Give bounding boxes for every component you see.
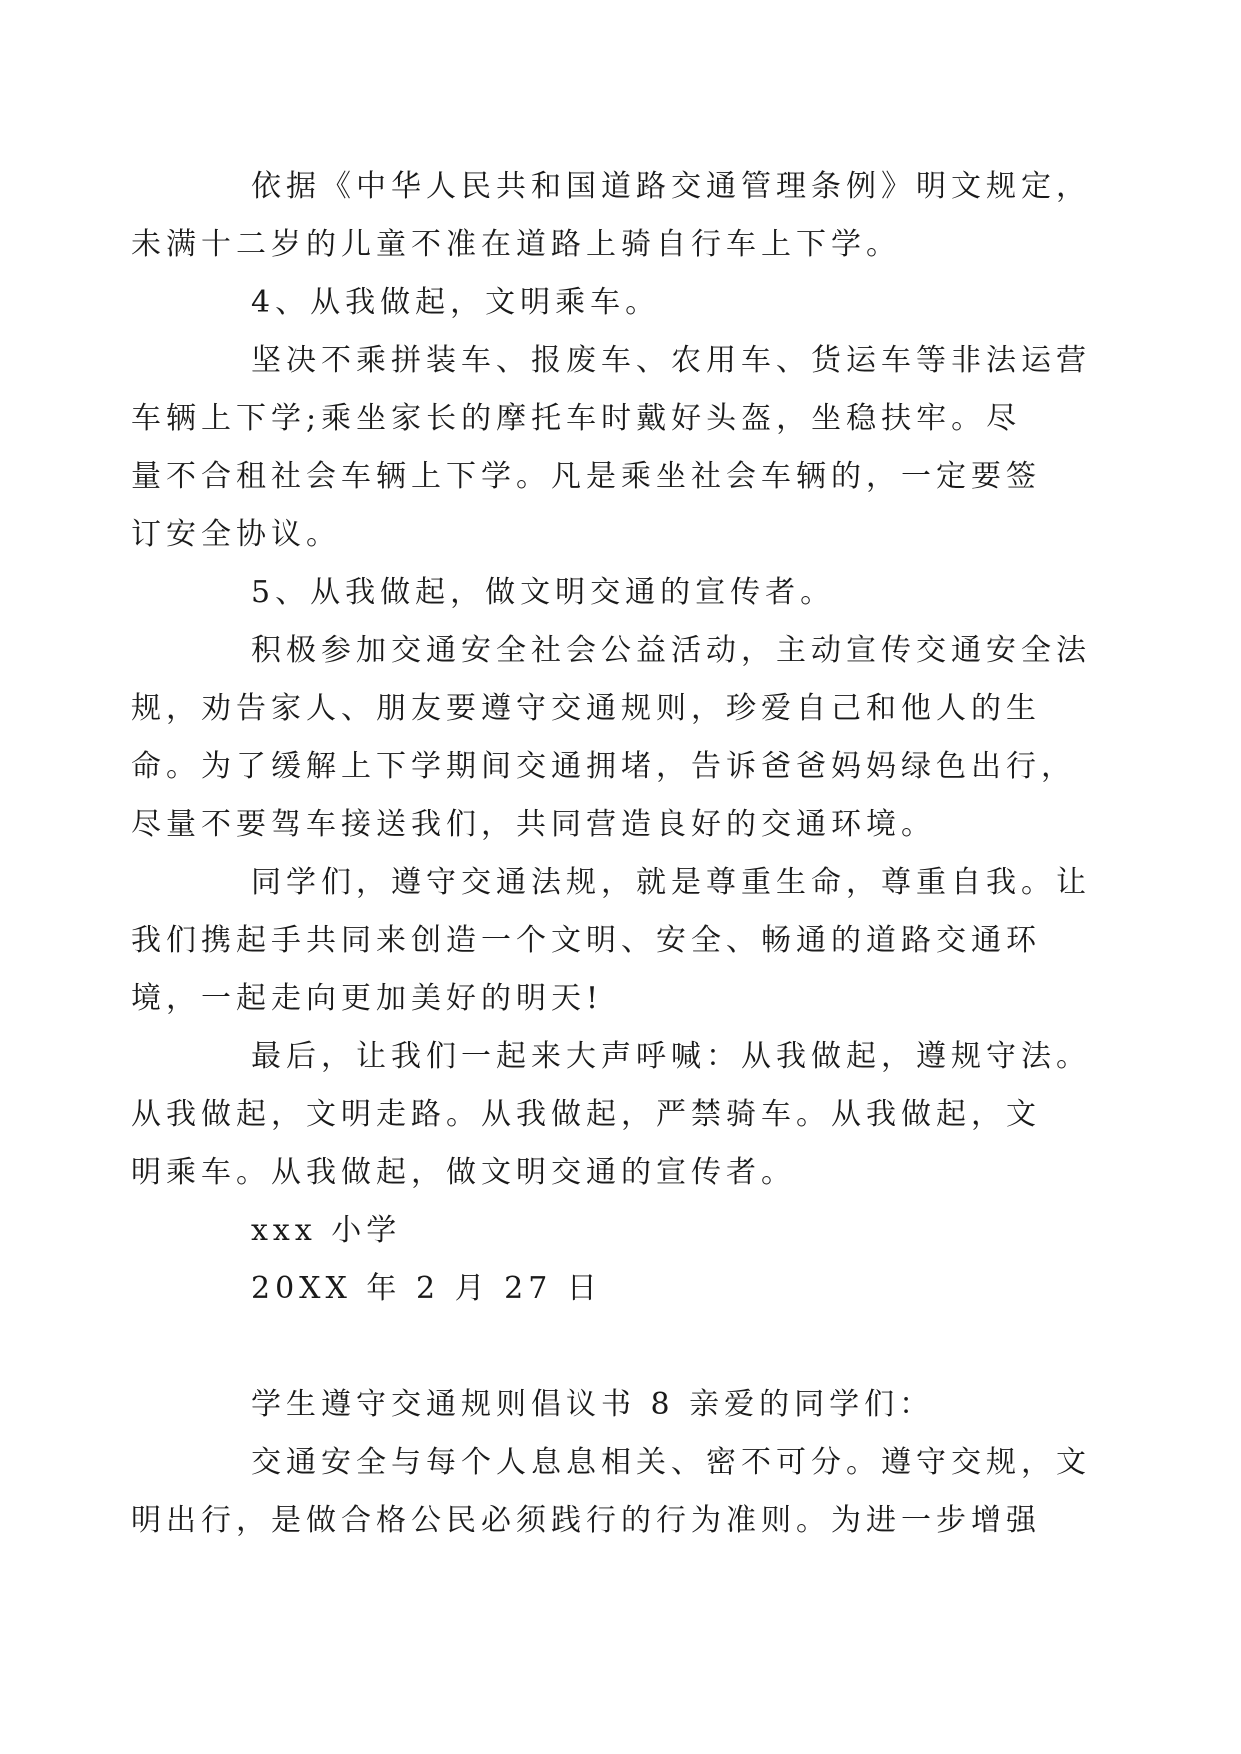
paragraph-line: 4、从我做起，文明乘车。 [251, 285, 661, 320]
signature-school [191, 1202, 1071, 1260]
document-page [131, 158, 1091, 1550]
section-gap [191, 1318, 1071, 1376]
paragraph-line: 积极参加交通安全社会公益活动，主动宣传交通安全法 [251, 633, 1091, 668]
paragraph-line: 我们携起手共同来创造一个文明、安全、畅通的道路交通环 [131, 923, 1041, 958]
paragraph-line: 明出行，是做合格公民必须践行的行为准则。为进一步增强 [131, 1503, 1041, 1538]
paragraph-line: 从我做起，文明走路。从我做起，严禁骑车。从我做起，文 [131, 1097, 1041, 1132]
paragraph-classmates [131, 854, 1091, 1028]
paragraph-promote [131, 622, 1091, 854]
paragraph-slogan [131, 1028, 1091, 1202]
paragraph-line: 依据《中华人民共和国道路交通管理条例》明文规定， [251, 169, 1091, 204]
paragraph-line: 20XX 年 2 月 27 日 [251, 1271, 602, 1306]
paragraph-line: 车辆上下学;乘坐家长的摩托车时戴好头盔，坐稳扶牢。尽 [131, 401, 1022, 436]
paragraph-line: 最后，让我们一起来大声呼喊：从我做起，遵规守法。 [251, 1039, 1091, 1074]
signature-date [191, 1260, 1071, 1318]
paragraph-line: 规，劝告家人、朋友要遵守交通规则，珍爱自己和他人的生 [131, 691, 1041, 726]
paragraph-line: 订安全协议。 [131, 517, 341, 552]
paragraph-intro [131, 1434, 1091, 1550]
paragraph-line: xxx 小学 [251, 1213, 402, 1248]
paragraph-line: 交通安全与每个人息息相关、密不可分。遵守交规，文 [251, 1445, 1091, 1480]
paragraph-line: 明乘车。从我做起，做文明交通的宣传者。 [131, 1155, 796, 1190]
paragraph-ride-safely [131, 332, 1091, 564]
paragraph-line: 尽量不要驾车接送我们，共同营造良好的交通环境。 [131, 807, 936, 842]
heading-item-4 [191, 274, 1071, 332]
paragraph-line: 学生遵守交通规则倡议书 8 亲爱的同学们： [251, 1387, 935, 1422]
heading-item-5 [191, 564, 1071, 622]
paragraph-line: 未满十二岁的儿童不准在道路上骑自行车上下学。 [131, 227, 901, 262]
paragraph-regulation [131, 158, 1091, 274]
paragraph-line: 5、从我做起，做文明交通的宣传者。 [251, 575, 836, 610]
paragraph-line: 同学们，遵守交通法规，就是尊重生命，尊重自我。让 [251, 865, 1091, 900]
section-title [191, 1376, 1071, 1434]
paragraph-line: 量不合租社会车辆上下学。凡是乘坐社会车辆的，一定要签 [131, 459, 1041, 494]
paragraph-line: 命。为了缓解上下学期间交通拥堵，告诉爸爸妈妈绿色出行， [131, 749, 1076, 784]
paragraph-line: 坚决不乘拼装车、报废车、农用车、货运车等非法运营 [251, 343, 1091, 378]
paragraph-line: 境，一起走向更加美好的明天! [131, 981, 604, 1016]
